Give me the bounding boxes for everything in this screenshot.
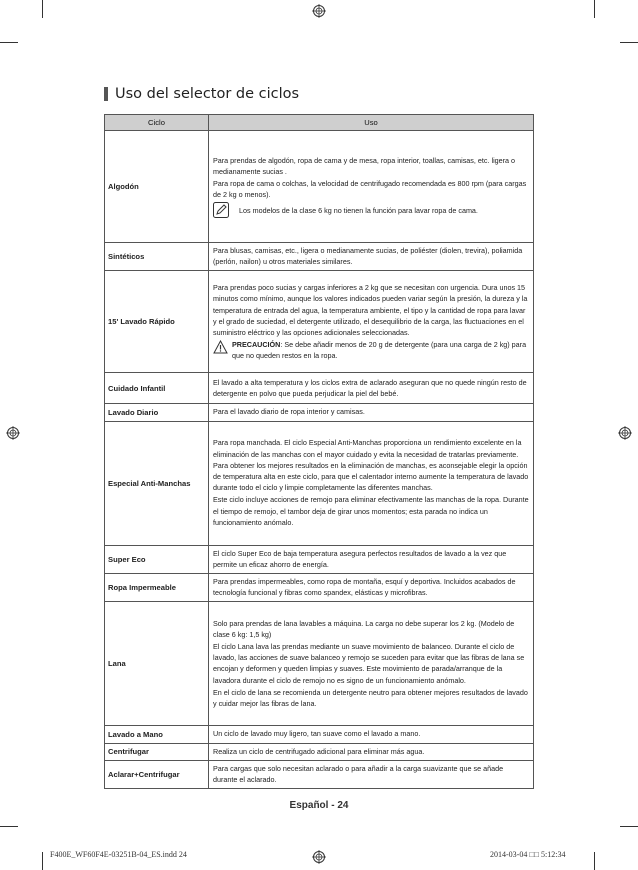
cycle-name: Lavado a Mano <box>105 726 209 743</box>
usage-paragraph: Para prendas impermeables, como ropa de montaña, esquí y deportiva. Incluidos acabados de tecnología funcional y fibras como spandex, elásticas y microfibras. <box>213 577 516 598</box>
cycle-usage <box>209 271 534 373</box>
note-text: Los modelos de la clase 6 kg no tienen la función para lavar ropa de cama. <box>239 205 478 215</box>
crop-mark <box>620 42 638 43</box>
cycle-usage <box>209 404 534 421</box>
usage-paragraph: Solo para prendas de lana lavables a máquina. La carga no debe superar los 2 kg. (Modelo de clase 6 kg: 1,5 kg) <box>213 618 515 639</box>
registration-mark-icon <box>312 850 326 864</box>
cycle-name: Sintéticos <box>105 243 209 271</box>
usage-paragraph: Para ropa de cama o colchas, la velocidad de centrifugado recomendada es 800 rpm (para cargas de 2 kg o menos). <box>213 179 527 200</box>
column-header-cycle: Ciclo <box>105 115 209 131</box>
usage-paragraph: El lavado a alta temperatura y los ciclos extra de aclarado aseguran que no quede ningún resto de detergente en polvo que pueda perjudicar la piel del bebé. <box>213 377 527 398</box>
crop-mark <box>42 852 43 870</box>
usage-paragraph: Para blusas, camisas, etc., ligera o medianamente sucias, de poliéster (diolen, trevira), poliamida (perlón, nailon) u otros materiales similares. <box>213 246 523 267</box>
cycle-usage <box>209 602 534 726</box>
usage-paragraph: El ciclo Lana lava las prendas mediante un suave movimiento de balanceo. Durante el ciclo de lavado, las acciones de suave balanceo y remojo se suceden para evitar que las fibras de lana se encojan y deformen y queden limpias y suaves. Este movimiento de parada/arranque de la lavadora durante el ciclo de remojo no es signo de un funcionamiento anómalo. <box>213 642 525 685</box>
registration-mark-icon <box>6 426 20 440</box>
usage-paragraph: Para cargas que solo necesitan aclarado o para añadir a la carga suavizante que se añade durante el aclarado. <box>213 763 504 785</box>
table-header-row <box>105 115 534 131</box>
cycle-name: Aclarar+Centrifugar <box>105 760 209 788</box>
table-row <box>105 726 534 743</box>
caution-block <box>213 339 529 361</box>
cycle-usage <box>209 421 534 545</box>
cycle-usage <box>209 131 534 243</box>
warning-triangle-icon <box>213 340 228 354</box>
cycle-usage <box>209 373 534 404</box>
cycle-name: Cuidado Infantil <box>105 373 209 404</box>
cycle-usage <box>209 545 534 573</box>
usage-paragraph: Para ropa manchada. El ciclo Especial Anti-Manchas proporciona un rendimiento excelente en la eliminación de las manchas con el mayor cuidado y evita la necesidad de tratarlas previamente. Para obtener los mejores resultados en la eliminación de manchas, es aconsejable elegir la opción de temperatura alta en este ciclo, para que el calentador interno aumente la temperatura de lavado durante todo el ciclo y limpie completamente las diferentes manchas. <box>213 438 529 493</box>
cycle-usage <box>209 243 534 271</box>
cycle-name: Super Eco <box>105 545 209 573</box>
crop-mark <box>0 42 18 43</box>
cycle-name: Centrifugar <box>105 743 209 760</box>
column-header-usage: Uso <box>209 115 534 131</box>
footer-file-name: F400E_WF60F4E-03251B-04_ES.indd 24 <box>50 850 187 859</box>
cycle-name: 15' Lavado Rápido <box>105 271 209 373</box>
pencil-note-icon <box>213 202 229 218</box>
table-row <box>105 760 534 788</box>
cycle-table <box>104 114 534 789</box>
table-row <box>105 243 534 271</box>
cycle-name: Ropa Impermeable <box>105 574 209 602</box>
page-number: Español - 24 <box>289 800 349 811</box>
usage-paragraph: Para prendas de algodón, ropa de cama y de mesa, ropa interior, toallas, camisas, etc. ligera o medianamente sucias . <box>213 155 516 176</box>
table-row <box>105 574 534 602</box>
usage-paragraph: Un ciclo de lavado muy ligero, tan suave como el lavado a mano. <box>213 729 421 739</box>
table-row <box>105 545 534 573</box>
caution-text: : Se debe añadir menos de 20 g de detergente (para una carga de 2 kg) para que no queden restos en la ropa. <box>232 340 527 361</box>
caution-label: PRECAUCIÓN <box>232 340 281 350</box>
table-row <box>105 743 534 760</box>
usage-paragraph: En el ciclo de lana se recomienda un detergente neutro para obtener mejores resultados de lavado y cuidar mejor las fibras de lana. <box>213 687 528 709</box>
usage-paragraph: Realiza un ciclo de centrifugado adicional para eliminar más agua. <box>213 746 425 756</box>
section-title <box>104 86 299 102</box>
cycle-name: Especial Anti-Manchas <box>105 421 209 545</box>
cycle-name: Lana <box>105 602 209 726</box>
table-row <box>105 421 534 545</box>
crop-mark <box>42 0 43 18</box>
title-bar-marker <box>104 87 108 101</box>
table-row <box>105 602 534 726</box>
note-block <box>213 202 529 218</box>
table-row <box>105 271 534 373</box>
crop-mark <box>620 826 638 827</box>
footer-date: 2014-03-04 □□ 5:12:34 <box>490 850 566 859</box>
crop-mark <box>0 826 18 827</box>
table-row <box>105 373 534 404</box>
registration-mark-icon <box>312 4 326 18</box>
usage-paragraph: Este ciclo incluye acciones de remojo para eliminar efectivamente las manchas de la ropa. Durante el tiempo de remojo, el tambor deja de girar unos momentos; esta parada no indica un funcionamiento anómalo. <box>213 495 529 527</box>
cycle-usage <box>209 760 534 788</box>
caution-text-wrap <box>232 339 529 361</box>
table-row <box>105 404 534 421</box>
cycle-usage <box>209 743 534 760</box>
table-row <box>105 131 534 243</box>
crop-mark <box>594 0 595 18</box>
registration-mark-icon <box>618 426 632 440</box>
section-title-text: Uso del selector de ciclos <box>115 86 300 102</box>
cycle-usage <box>209 726 534 743</box>
usage-paragraph: El ciclo Super Eco de baja temperatura asegura perfectos resultados de lavado a la vez que permite un eficaz ahorro de energía. <box>213 548 507 569</box>
cycle-name: Algodón <box>105 131 209 243</box>
usage-paragraph: Para prendas poco sucias y cargas inferiores a 2 kg que se necesitan con urgencia. Dura unos 15 minutos como mínimo, aunque los valores indicados pueden variar según la presión, la dureza y la temperatura de entrada del agua, la temperatura ambiente, el tipo y la cantidad de ropa para lavar y el grado de suciedad, el detergente utilizado, el desequilibrio de la carga, las fluctuaciones en el suministro eléctrico y las opciones adicionales seleccionadas. <box>213 283 528 337</box>
cycle-name: Lavado Diario <box>105 404 209 421</box>
cycle-usage <box>209 574 534 602</box>
crop-mark <box>594 852 595 870</box>
usage-paragraph: Para el lavado diario de ropa interior y camisas. <box>213 407 365 417</box>
